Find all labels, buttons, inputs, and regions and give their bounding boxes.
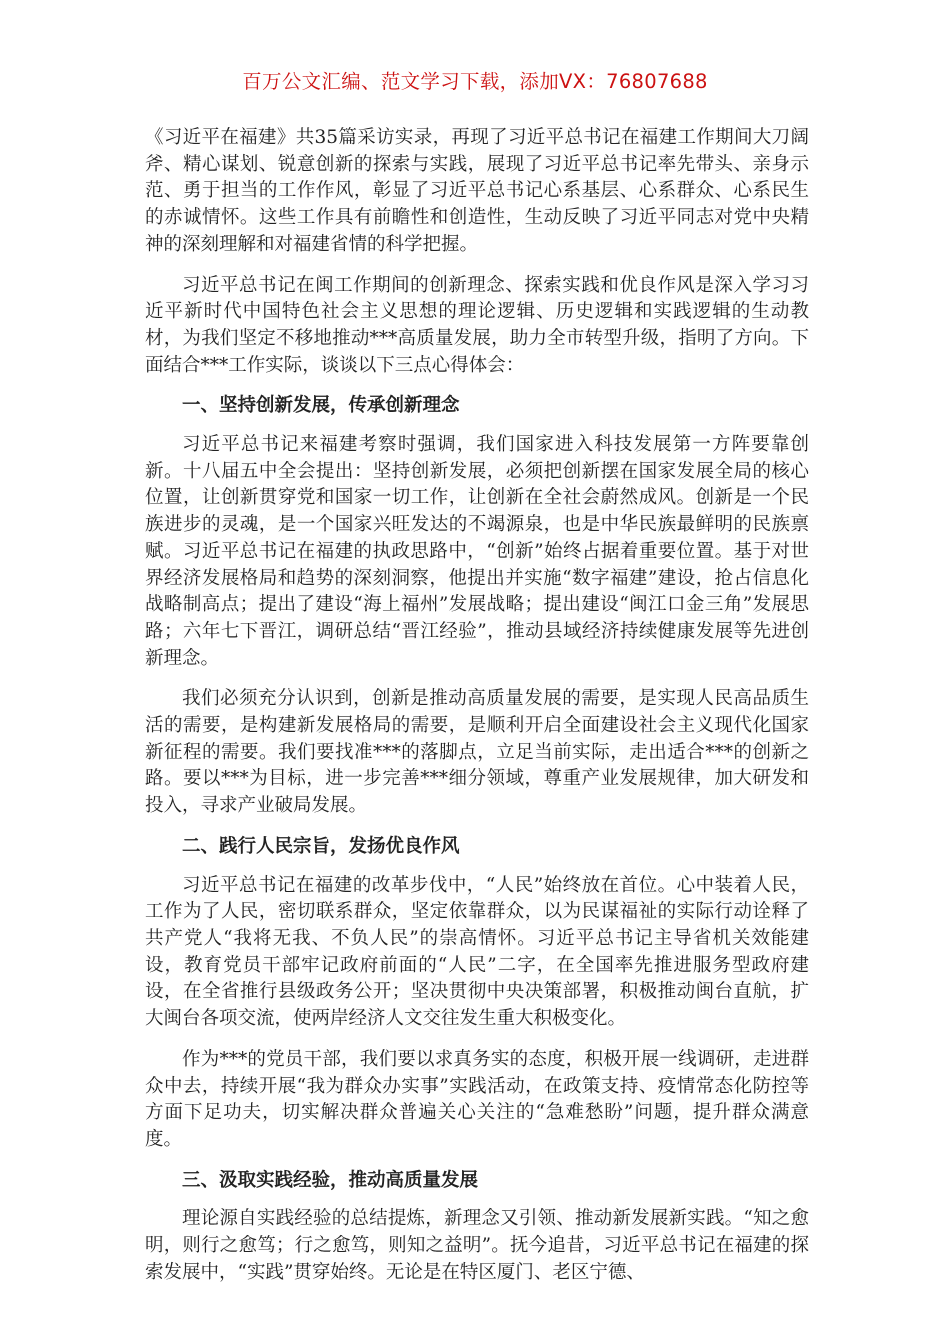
paragraph: 我们必须充分认识到，创新是推动高质量发展的需要，是实现人民高品质生活的需要，是构建新发展格局的需要，是顺利开启全面建设社会主义现代化国家新征程的需要。我们要找准***的落脚点，立足当前实际，走出适合***的创新之路。要以***为目标，进一步完善***细分领域，尊重产业发展规律，加大研发和投入，寻求产业破局发展。	[145, 688, 809, 817]
section-heading-2: 二、践行人民宗旨，发扬优良作风	[182, 835, 460, 857]
paragraph: 作为***的党员干部，我们要以求真务实的态度，积极开展一线调研，走进群众中去，持续开展“我为群众办实事”实践活动，在政策支持、疫情常态化防控等方面下足功夫，切实解决群众普遍关心关注的“急难愁盼”问题，提升群众满意度。	[145, 1048, 809, 1150]
paragraph-intro: 《习近平在福建》共35篇采访实录，再现了习近平总书记在福建工作期间大刀阔斧、精心谋划、锐意创新的探索与实践，展现了习近平总书记率先带头、亲身示范、勇于担当的工作作风，彰显了习近平总书记心系基层、心系群众、心系民生的赤诚情怀。这些工作具有前瞻性和创造性，生动反映了习近平同志对党中央精神的深刻理解和对福建省情的科学把握。	[145, 127, 809, 255]
paragraph-overview: 习近平总书记在闽工作期间的创新理念、探索实践和优良作风是深入学习习近平新时代中国特色社会主义思想的理论逻辑、历史逻辑和实践逻辑的生动教材，为我们坚定不移地推动***高质量发展，助力全市转型升级，指明了方向。下面结合***工作实际，谈谈以下三点心得体会：	[145, 274, 809, 376]
paragraph: 习近平总书记来福建考察时强调，我们国家进入科技发展第一方阵要靠创新。十八届五中全会提出：坚持创新发展，必须把创新摆在国家发展全局的核心位置，让创新贯穿党和国家一切工作，让创新在全社会蔚然成风。创新是一个民族进步的灵魂，是一个国家兴旺发达的不竭源泉，也是中华民族最鲜明的民族禀赋。习近平总书记在福建的执政思路中，“创新”始终占据着重要位置。基于对世界经济发展格局和趋势的深刻洞察，他提出并实施“数字福建”建设，抢占信息化战略制高点；提出了建设“海上福州”发展战略；提出建设“闽江口金三角”发展思路；六年七下晋江，调研总结“晋江经验”，推动县域经济持续健康发展等先进创新理念。	[145, 434, 809, 669]
paragraph: 习近平总书记在福建的改革步伐中，“人民”始终放在首位。心中装着人民，工作为了人民，密切联系群众，坚定依靠群众，以为民谋福祉的实际行动诠释了共产党人“我将无我、不负人民”的崇高情怀。习近平总书记主导省机关效能建设，教育党员干部牢记政府前面的“人民”二字，在全国率先推进服务型政府建设，在全省推行县级政务公开；坚决贯彻中央决策部署，积极推动闽台直航，扩大闽台各项交流，使两岸经济人文交往发生重大积极变化。	[145, 874, 809, 1030]
section-heading-3: 三、汲取实践经验，推动高质量发展	[182, 1169, 479, 1191]
document-body	[145, 125, 809, 1300]
watermark-banner: 百万公文汇编、范文学习下载，添加VX：76807688	[242, 70, 708, 93]
section-heading-1: 一、坚持创新发展，传承创新理念	[182, 395, 460, 417]
paragraph: 理论源自实践经验的总结提炼，新理念又引领、推动新发展新实践。“知之愈明，则行之愈笃；行之愈笃，则知之益明”。抚今追昔，习近平总书记在福建的探索发展中，“实践”贯穿始终。无论是在特区厦门、老区宁德、	[145, 1208, 809, 1283]
